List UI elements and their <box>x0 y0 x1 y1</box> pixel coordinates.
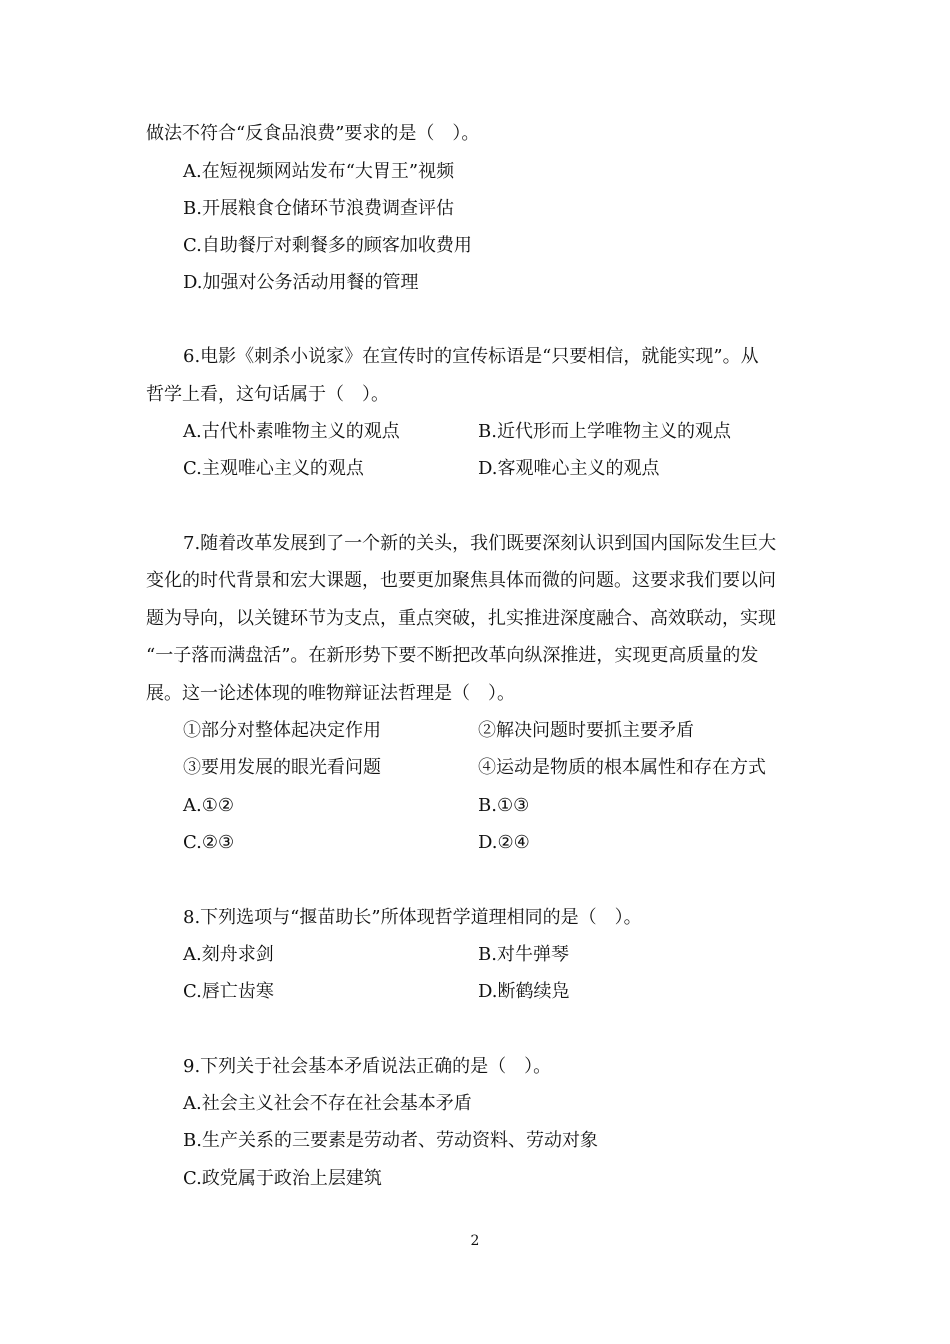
q7-statement-2: ②解决问题时要抓主要矛盾 <box>478 720 694 741</box>
q7-statement-3: ③要用发展的眼光看问题 <box>183 757 381 778</box>
q7-stem-line-2: 变化的时代背景和宏大课题，也要更加聚焦具体而微的问题。这要求我们要以问 <box>146 570 776 591</box>
q5-option-b: B.开展粮食仓储环节浪费调查评估 <box>183 198 454 219</box>
q7-option-b: B.①③ <box>478 795 530 816</box>
q6-stem-line-1: 6.电影《刺杀小说家》在宣传时的宣传标语是“只要相信，就能实现”。从 <box>183 346 759 367</box>
q9-option-a: A.社会主义社会不存在社会基本矛盾 <box>183 1093 472 1114</box>
q9-option-c: C.政党属于政治上层建筑 <box>183 1168 382 1189</box>
q6-stem-line-2: 哲学上看，这句话属于（ ）。 <box>146 384 389 405</box>
q5-option-d: D.加强对公务活动用餐的管理 <box>183 272 419 293</box>
q5-option-c: C.自助餐厅对剩餐多的顾客加收费用 <box>183 235 472 256</box>
q9-option-b: B.生产关系的三要素是劳动者、劳动资料、劳动对象 <box>183 1130 598 1151</box>
q7-statement-1: ①部分对整体起决定作用 <box>183 720 381 741</box>
q8-option-a: A.刻舟求剑 <box>183 944 274 965</box>
q8-option-b: B.对牛弹琴 <box>478 944 569 965</box>
q7-stem-line-1: 7.随着改革发展到了一个新的关头，我们既要深刻认识到国内国际发生巨大 <box>183 533 777 554</box>
q7-stem-line-5: 展。这一论述体现的唯物辩证法哲理是（ ）。 <box>146 683 515 704</box>
q9-stem: 9.下列关于社会基本矛盾说法正确的是（ ）。 <box>183 1056 552 1077</box>
q6-option-b: B.近代形而上学唯物主义的观点 <box>478 421 731 442</box>
q6-option-c: C.主观唯心主义的观点 <box>183 458 364 479</box>
q8-option-c: C.唇亡齿寒 <box>183 981 274 1002</box>
q8-stem: 8.下列选项与“揠苗助长”所体现哲学道理相同的是（ ）。 <box>183 907 642 928</box>
q5-option-a: A.在短视频网站发布“大胃王”视频 <box>183 161 455 182</box>
q7-statement-4: ④运动是物质的根本属性和存在方式 <box>478 757 766 778</box>
q8-option-d: D.断鹤续凫 <box>478 981 570 1002</box>
q6-option-d: D.客观唯心主义的观点 <box>478 458 660 479</box>
q7-option-c: C.②③ <box>183 832 235 853</box>
page-number: 2 <box>470 1233 480 1249</box>
q7-option-d: D.②④ <box>478 832 530 853</box>
q7-stem-line-3: 题为导向，以关键环节为支点，重点突破，扎实推进深度融合、高效联动，实现 <box>146 608 776 629</box>
q7-stem-line-4: “一子落而满盘活”。在新形势下要不断把改革向纵深推进，实现更高质量的发 <box>146 645 759 666</box>
q5-stem: 做法不符合“反食品浪费”要求的是（ ）。 <box>146 123 480 144</box>
q7-option-a: A.①② <box>183 795 234 816</box>
q6-option-a: A.古代朴素唯物主义的观点 <box>183 421 400 442</box>
